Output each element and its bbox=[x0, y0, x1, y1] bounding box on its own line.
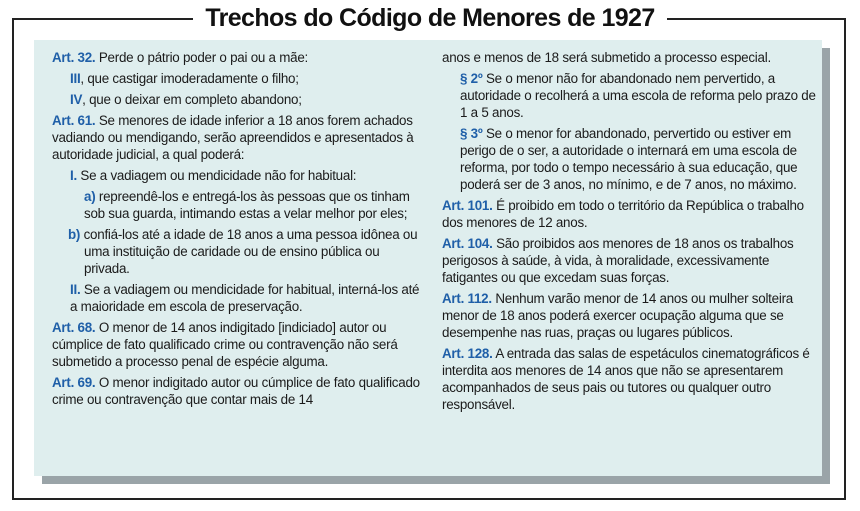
article-art61-i-b bbox=[52, 226, 424, 277]
article-art32-iii bbox=[52, 70, 424, 87]
article-art61-ii bbox=[52, 281, 424, 315]
article-text: Se o menor for abandonado, pervertido ou estiver em perigo de o ser, a autoridade o internará em uma escola de reforma, por todo o tempo necessário à sua educação, que poderá ser de 3 anos, no mínimo, e de 7 anos, no máximo. bbox=[460, 126, 798, 192]
article-label: b) bbox=[68, 227, 81, 242]
article-label: Art. 69. bbox=[52, 375, 96, 390]
article-text: O menor indigitado autor ou cúmplice de fato qualificado crime ou contravenção que contar mais de 14 bbox=[52, 375, 420, 407]
article-text: São proibidos aos menores de 18 anos os trabalhos perigosos à saúde, à vida, à moralidade, excessivamente fatigantes ou que excedam suas forças. bbox=[442, 236, 794, 285]
article-art68 bbox=[52, 319, 424, 370]
article-art104 bbox=[442, 235, 817, 286]
article-label: Art. 112. bbox=[442, 291, 492, 306]
article-label: Art. 61. bbox=[52, 113, 96, 128]
article-label: Art. 128. bbox=[442, 346, 493, 361]
article-text: Se a vadiagem ou mendicidade não for habitual: bbox=[76, 168, 357, 183]
article-text: O menor de 14 anos indigitado [indiciado] autor ou cúmplice de fato qualificado crime ou contravenção não será submetido a processo penal de espécie alguma. bbox=[52, 320, 398, 369]
article-art112 bbox=[442, 290, 817, 341]
article-label: § 2º bbox=[460, 71, 483, 86]
article-text: A entrada das salas de espetáculos cinematográficos é interdita aos menores de 14 anos que não se apresentarem acompanhados de seus pais ou tutores ou qualquer outro responsável. bbox=[442, 346, 810, 412]
article-art101 bbox=[442, 197, 817, 231]
article-art32 bbox=[52, 49, 424, 66]
article-text: confiá-los até a idade de 18 anos a uma pessoa idônea ou uma instituição de caridade ou de ensino pública ou privada. bbox=[80, 227, 418, 276]
article-label: Art. 104. bbox=[442, 236, 493, 251]
article-label: Art. 32. bbox=[52, 50, 96, 65]
article-label: II. bbox=[70, 282, 81, 297]
article-art61 bbox=[52, 112, 424, 163]
article-text: , que castigar imoderadamente o filho; bbox=[80, 71, 299, 86]
left-column bbox=[52, 49, 424, 412]
article-art61-i bbox=[52, 167, 424, 184]
article-label: I. bbox=[70, 168, 77, 183]
article-text: repreendê-los e entregá-los às pessoas que os tinham sob sua guarda, intimando estas a velar melhor por eles; bbox=[84, 189, 410, 221]
article-art128 bbox=[442, 345, 817, 413]
article-art69-cont bbox=[442, 49, 817, 66]
article-art61-i-a bbox=[52, 188, 424, 222]
article-art69 bbox=[52, 374, 424, 408]
article-art32-iv bbox=[52, 91, 424, 108]
article-label: Art. 101. bbox=[442, 198, 493, 213]
article-text: Se o menor não for abandonado nem pervertido, a autoridade o recolherá a uma escola de reforma pelo prazo de 1 a 5 anos. bbox=[460, 71, 816, 120]
article-label: IV bbox=[70, 92, 83, 107]
article-text: , que o deixar em completo abandono; bbox=[82, 92, 302, 107]
article-text: Se menores de idade inferior a 18 anos forem achados vadiando ou mendigando, serão apreendidos e apresentados à autoridade judicial, a qual poderá: bbox=[52, 113, 414, 162]
article-text: anos e menos de 18 será submetido a processo especial. bbox=[442, 50, 771, 65]
article-text: É proibido em todo o território da República o trabalho dos menores de 12 anos. bbox=[442, 198, 804, 230]
article-label: a) bbox=[84, 189, 96, 204]
article-text: Se a vadiagem ou mendicidade for habitual, interná-los até a maioridade em escola de preservação. bbox=[70, 282, 420, 314]
article-art69-p3 bbox=[442, 125, 817, 193]
excerpt-panel bbox=[34, 40, 822, 476]
article-label: Art. 68. bbox=[52, 320, 96, 335]
article-text: Perde o pátrio poder o pai ou a mãe: bbox=[95, 50, 308, 65]
article-text: Nenhum varão menor de 14 anos ou mulher solteira menor de 18 anos poderá exercer ocupação alguma que se desempenhe nas ruas, praças ou lugares públicos. bbox=[442, 291, 793, 340]
right-column bbox=[442, 49, 817, 417]
article-label: § 3º bbox=[460, 126, 483, 141]
document-title: Trechos do Código de Menores de 1927 bbox=[193, 4, 666, 33]
article-label: III bbox=[70, 71, 81, 86]
article-art69-p2 bbox=[442, 70, 817, 121]
